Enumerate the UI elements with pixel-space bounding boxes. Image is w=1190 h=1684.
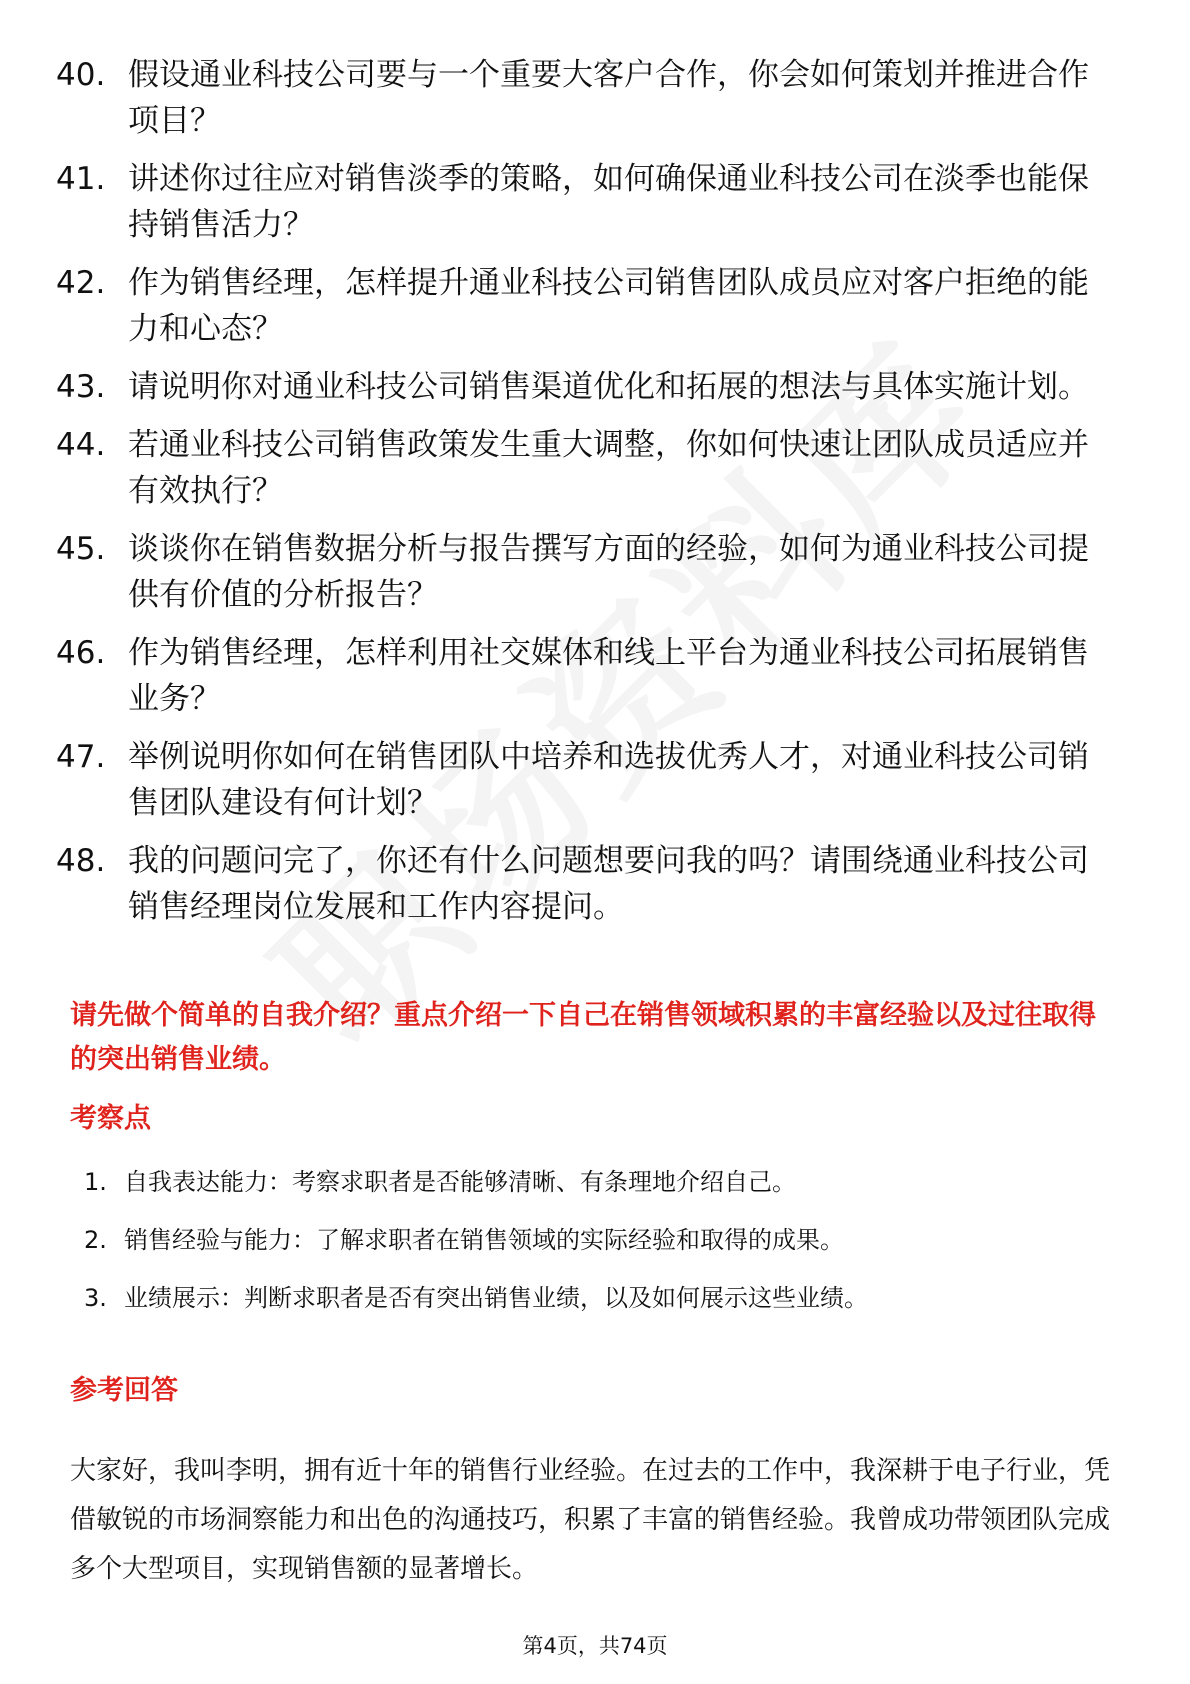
- question-text: 我的问题问完了，你还有什么问题想要问我的吗？请围绕通业科技公司销售经理岗位发展和工作内容提问。: [128, 843, 1089, 925]
- question-item: [56, 422, 1116, 514]
- point-number: 3.: [84, 1284, 107, 1312]
- question-number: 44.: [56, 427, 106, 463]
- question-text: 讲述你过往应对销售淡季的策略，如何确保通业科技公司在淡季也能保持销售活力？: [128, 161, 1089, 243]
- question-list: [56, 52, 1116, 942]
- question-number: 42.: [56, 265, 106, 301]
- question-text: 若通业科技公司销售政策发生重大调整，你如何快速让团队成员适应并有效执行？: [128, 427, 1089, 509]
- point-item: [84, 1280, 1104, 1316]
- question-item: [56, 260, 1116, 352]
- point-text: 自我表达能力：考察求职者是否能够清晰、有条理地介绍自己。: [124, 1168, 796, 1196]
- question-item: [56, 156, 1116, 248]
- question-number: 43.: [56, 369, 106, 405]
- question-item: [56, 52, 1116, 144]
- question-number: 47.: [56, 739, 106, 775]
- question-text: 举例说明你如何在销售团队中培养和选拔优秀人才，对通业科技公司销售团队建设有何计划？: [128, 739, 1089, 821]
- answer-text: 大家好，我叫李明，拥有近十年的销售行业经验。在过去的工作中，我深耕于电子行业，凭借敏锐的市场洞察能力和出色的沟通技巧，积累了丰富的销售经验。我曾成功带领团队完成多个大型项目，实现销售额的显著增长。: [70, 1456, 1111, 1584]
- answer-title: 参考回答: [70, 1375, 178, 1406]
- question-text: 作为销售经理，怎样利用社交媒体和线上平台为通业科技公司拓展销售业务？: [128, 635, 1089, 717]
- question-item: [56, 364, 1116, 410]
- point-item: [84, 1222, 1104, 1258]
- point-text: 销售经验与能力：了解求职者在销售领域的实际经验和取得的成果。: [124, 1226, 844, 1254]
- points-title: 考察点: [70, 1103, 151, 1134]
- point-number: 1.: [84, 1168, 107, 1196]
- question-item: [56, 526, 1116, 618]
- question-number: 46.: [56, 635, 106, 671]
- question-item: [56, 734, 1116, 826]
- question-text: 请说明你对通业科技公司销售渠道优化和拓展的想法与具体实施计划。: [128, 369, 1089, 405]
- points-list: [84, 1164, 1104, 1338]
- point-number: 2.: [84, 1226, 107, 1254]
- question-item: [56, 630, 1116, 722]
- question-text: 作为销售经理，怎样提升通业科技公司销售团队成员应对客户拒绝的能力和心态？: [128, 265, 1089, 347]
- point-text: 业绩展示：判断求职者是否有突出销售业绩，以及如何展示这些业绩。: [124, 1284, 868, 1312]
- featured-question: 请先做个简单的自我介绍？重点介绍一下自己在销售领域积累的丰富经验以及过往取得的突出销售业绩。: [70, 1000, 1096, 1075]
- question-item: [56, 838, 1116, 930]
- page-footer: 第4页，共74页: [522, 1634, 668, 1658]
- question-text: 假设通业科技公司要与一个重要大客户合作，你会如何策划并推进合作项目？: [128, 57, 1089, 139]
- question-number: 45.: [56, 531, 106, 567]
- point-item: [84, 1164, 1104, 1200]
- question-text: 谈谈你在销售数据分析与报告撰写方面的经验，如何为通业科技公司提供有价值的分析报告？: [128, 531, 1089, 613]
- question-number: 48.: [56, 843, 106, 879]
- question-number: 40.: [56, 57, 106, 93]
- question-number: 41.: [56, 161, 106, 197]
